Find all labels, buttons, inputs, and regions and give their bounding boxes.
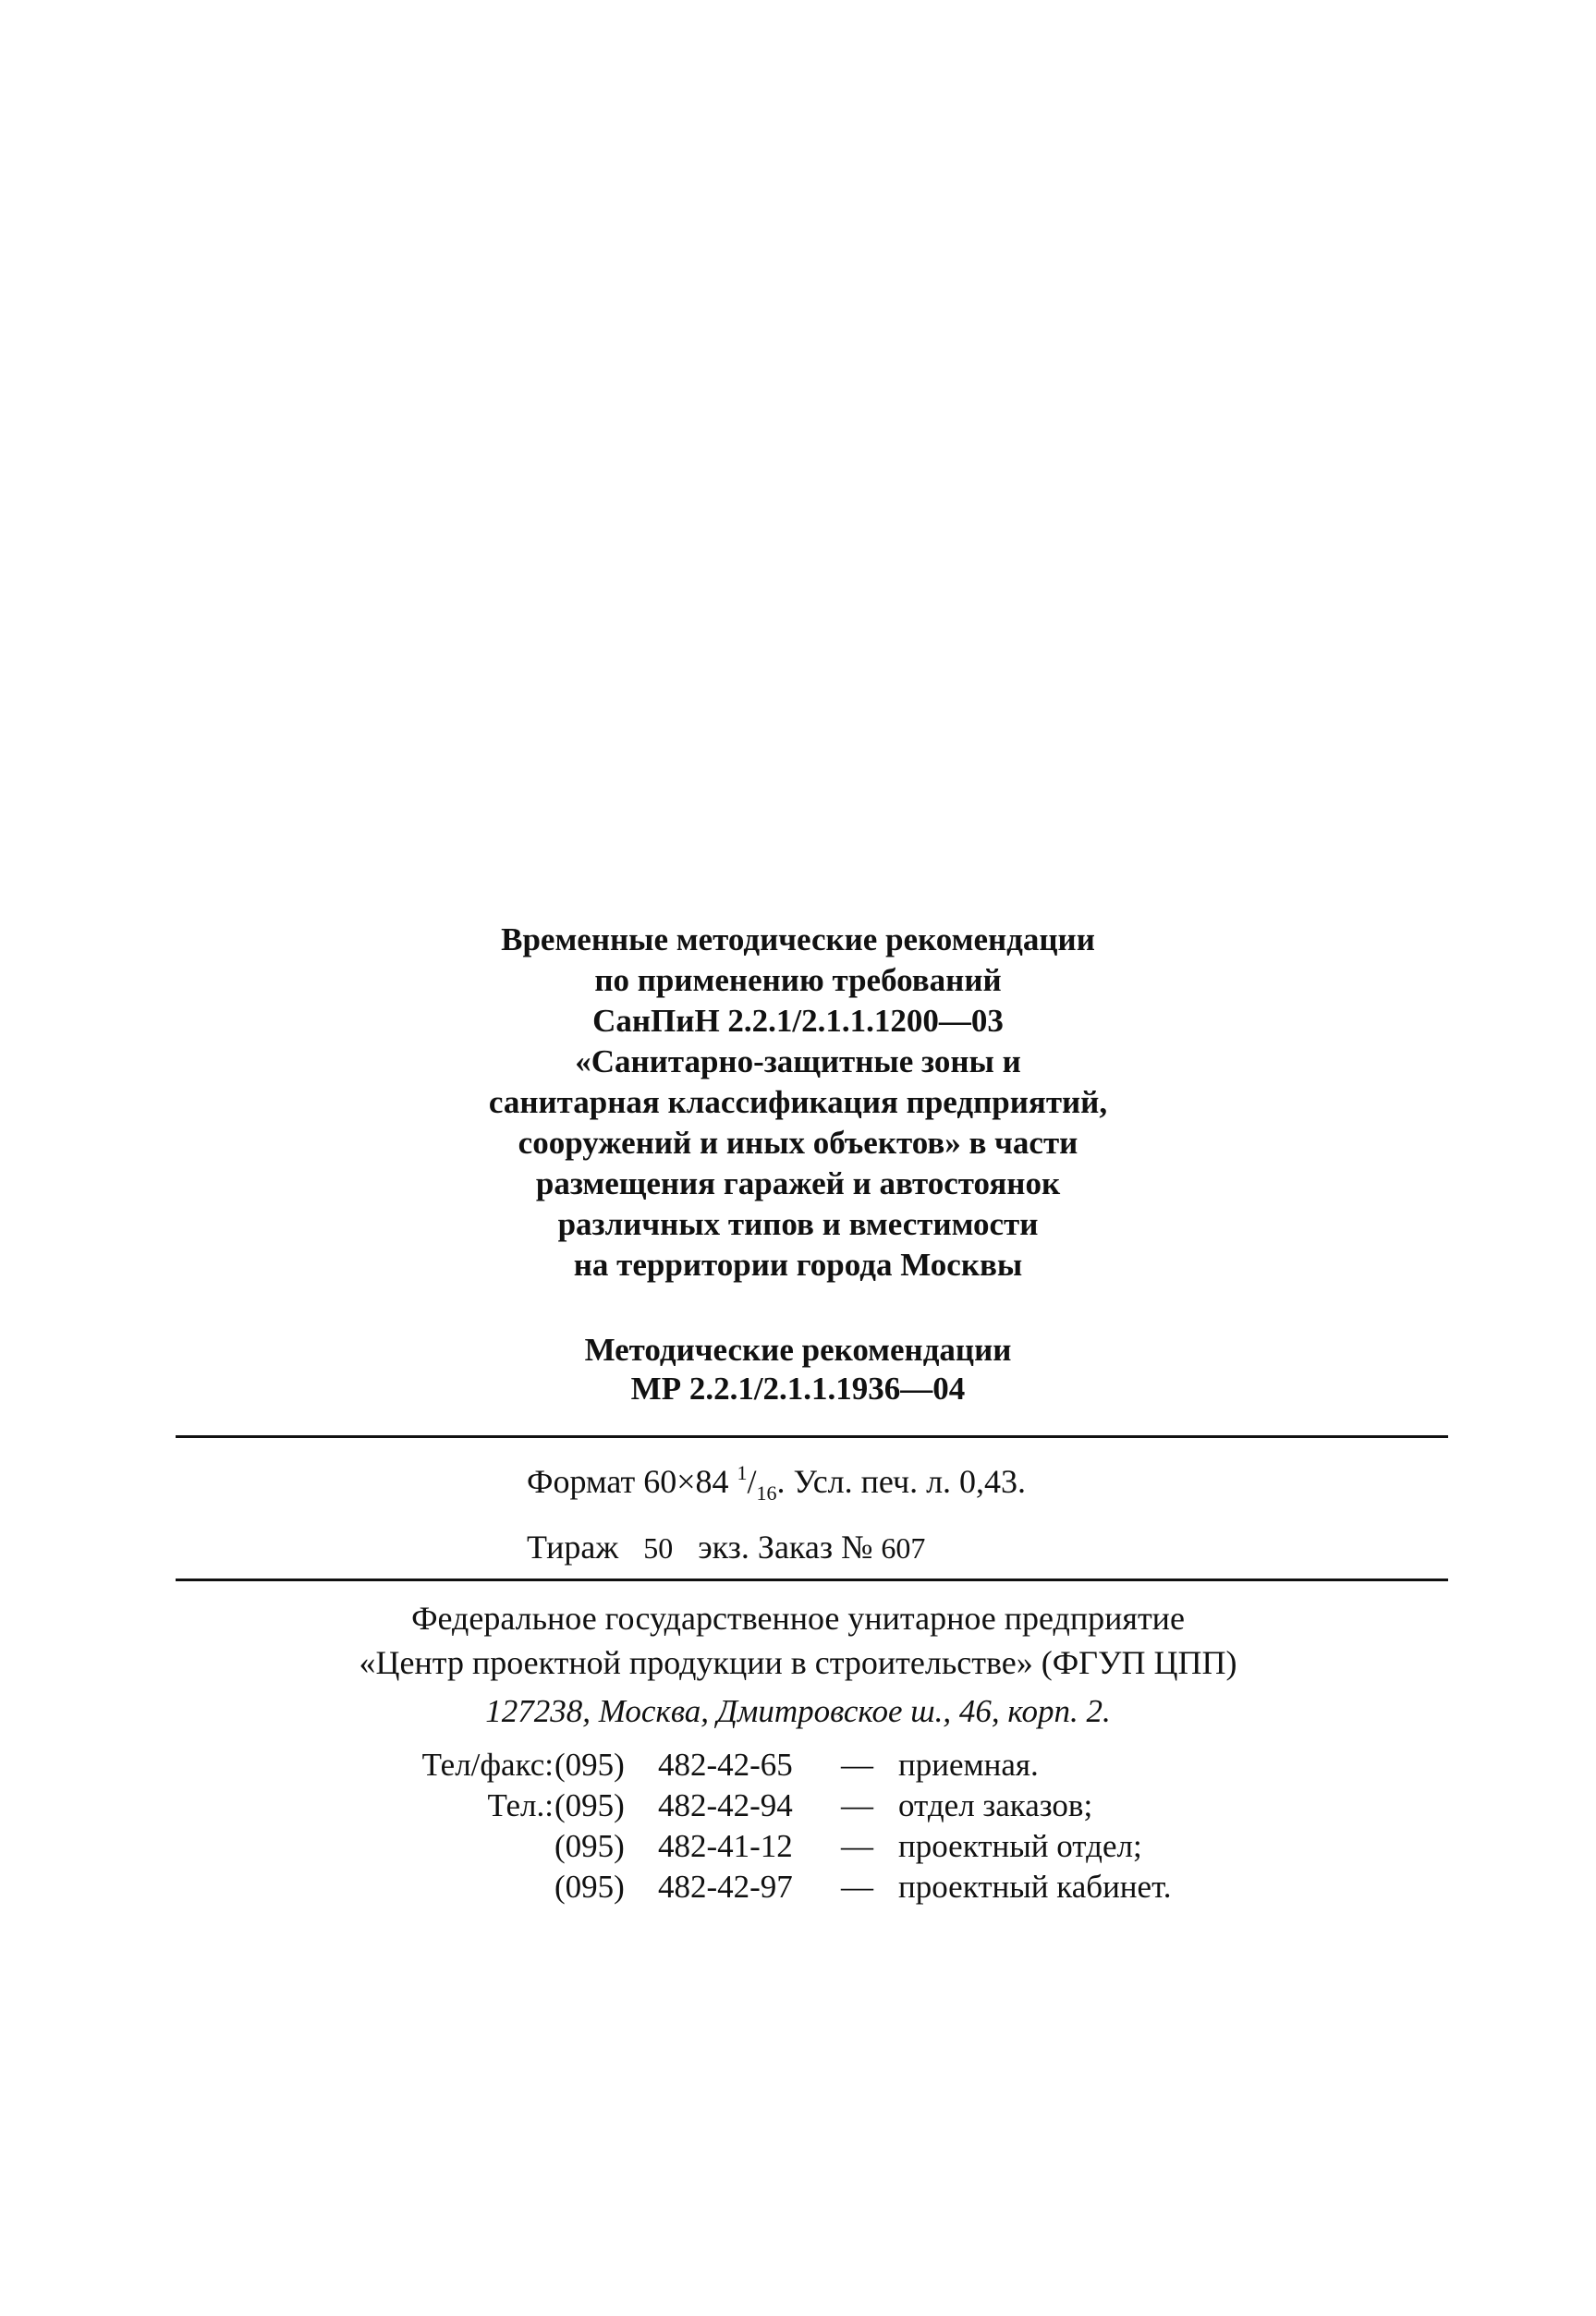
contact-number: 482-42-97 [658, 1869, 793, 1905]
title-line: по применению требований [594, 962, 1002, 998]
title-line: различных типов и вместимости [557, 1206, 1039, 1242]
contact-row [0, 1867, 1596, 1908]
order-value: 607 [881, 1531, 926, 1565]
contact-number: 482-42-65 [658, 1747, 793, 1783]
print-run-line [527, 1527, 925, 1568]
contact-row [0, 1786, 1596, 1826]
title-line: Временные методические рекомендации [501, 921, 1095, 957]
title-line: «Санитарно-защитные зоны и [575, 1043, 1021, 1079]
contact-area-code: (095) [554, 1747, 625, 1783]
contact-area-code: (095) [554, 1828, 625, 1864]
document-subtitle [0, 1331, 1596, 1408]
publisher-line: Федеральное государственное унитарное предприятие [411, 1600, 1185, 1637]
publisher-address: 127238, Москва, Дмитровское ш., 46, корп. 2. [485, 1693, 1111, 1729]
contact-description: проектный кабинет. [898, 1869, 1172, 1905]
subtitle-line: МР 2.2.1/2.1.1.1936—04 [630, 1371, 966, 1407]
contact-description: приемная. [898, 1747, 1039, 1783]
title-line: сооружений и иных объектов» в части [518, 1125, 1078, 1161]
run-value: 50 [643, 1531, 674, 1565]
subtitle-line: Методические рекомендации [584, 1332, 1012, 1368]
title-line: санитарная классификация предприятий, [488, 1084, 1108, 1120]
divider-top [176, 1435, 1448, 1438]
title-line: СанПиН 2.2.1/2.1.1.1200—03 [592, 1003, 1004, 1039]
format-fraction-numerator: 1 [737, 1461, 748, 1484]
contact-label: Тел.: [487, 1787, 554, 1823]
contact-dash: — [841, 1828, 873, 1864]
document-title [0, 920, 1596, 1286]
order-label: Заказ № [757, 1529, 873, 1566]
publisher-line: «Центр проектной продукции в строительстве» (ФГУП ЦПП) [359, 1644, 1237, 1681]
contact-description: отдел заказов; [898, 1787, 1093, 1823]
contact-row [0, 1745, 1596, 1786]
divider-bottom [176, 1579, 1448, 1581]
format-fraction-denominator: 16 [756, 1481, 777, 1505]
publisher-name [0, 1596, 1596, 1685]
contact-number: 482-41-12 [658, 1828, 793, 1864]
contact-dash: — [841, 1747, 873, 1783]
contact-dash: — [841, 1869, 873, 1905]
contact-area-code: (095) [554, 1869, 625, 1905]
format-prefix: Формат 60×84 [527, 1463, 737, 1500]
contact-number: 482-42-94 [658, 1787, 793, 1823]
contact-dash: — [841, 1787, 873, 1823]
contacts-list [0, 1745, 1596, 1908]
title-line: на территории города Москвы [573, 1247, 1023, 1283]
run-unit: экз. [698, 1529, 749, 1566]
title-line: размещения гаражей и автостоянок [535, 1165, 1061, 1201]
contact-area-code: (095) [554, 1787, 625, 1823]
contact-description: проектный отдел; [898, 1828, 1142, 1864]
contact-row [0, 1826, 1596, 1867]
format-suffix: . Усл. печ. л. 0,43. [776, 1463, 1027, 1500]
format-fraction-slash: / [747, 1463, 757, 1500]
contact-label: Тел/факс: [421, 1747, 554, 1783]
run-label: Тираж [527, 1529, 619, 1566]
format-line [527, 1453, 1026, 1514]
